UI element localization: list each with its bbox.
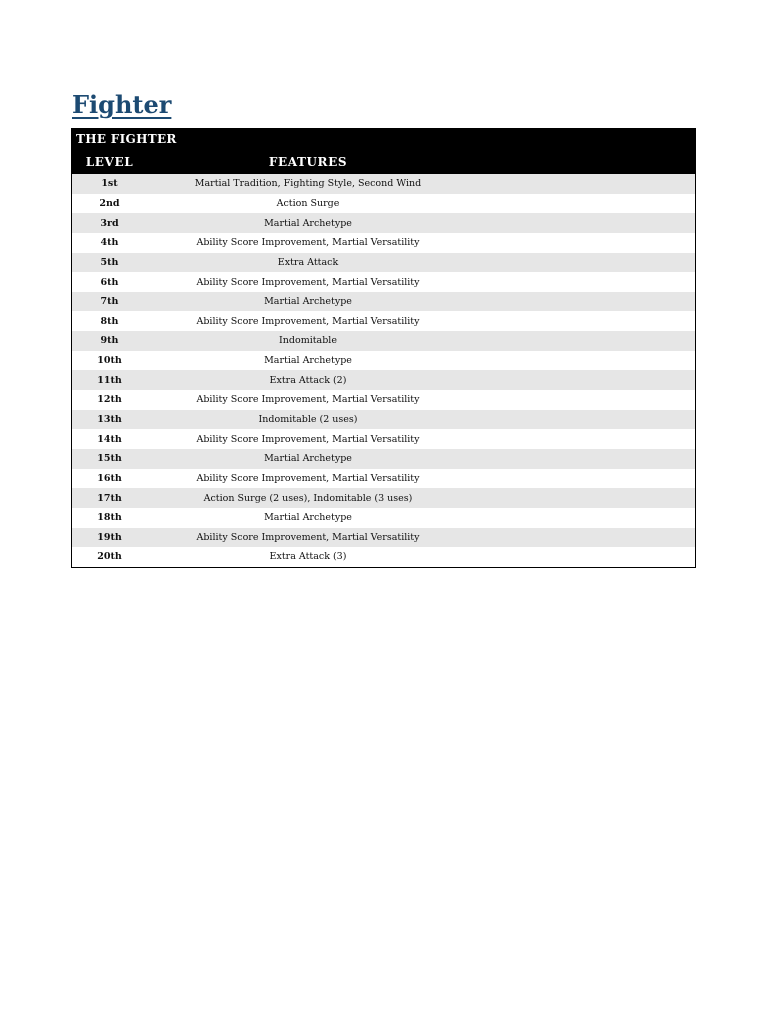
features-cell: Ability Score Improvement, Martial Versatility [196, 315, 420, 327]
table-row [72, 429, 695, 449]
features-cell: Extra Attack [277, 256, 339, 268]
level-cell: 10th [97, 355, 122, 367]
features-cell: Martial Tradition, Fighting Style, Second Wind [194, 178, 422, 190]
level-cell: 12th [97, 394, 122, 406]
level-cell: 14th [97, 433, 122, 445]
level-cell: 7th [100, 296, 119, 308]
features-cell: Ability Score Improvement, Martial Versatility [196, 472, 420, 484]
level-cell: 17th [97, 492, 122, 504]
table-body [72, 174, 695, 567]
features-cell: Indomitable [279, 335, 337, 347]
features-cell: Ability Score Improvement, Martial Versatility [196, 394, 420, 406]
level-cell: 15th [97, 453, 122, 465]
column-header-level: LEVEL [85, 155, 134, 169]
page-title: Fighter [72, 90, 172, 119]
level-cell: 6th [100, 276, 119, 288]
features-cell: Ability Score Improvement, Martial Versatility [196, 276, 420, 288]
table-row [72, 351, 695, 371]
table-row [72, 469, 695, 489]
table-row [72, 449, 695, 469]
table-row [72, 331, 695, 351]
table-row [72, 253, 695, 273]
table-caption: THE FIGHTER [76, 132, 177, 146]
features-cell: Martial Archetype [264, 512, 352, 524]
level-cell: 5th [100, 256, 119, 268]
table-row [72, 194, 695, 214]
table-row [72, 370, 695, 390]
features-cell: Extra Attack (2) [269, 374, 347, 386]
table-header [72, 129, 695, 174]
features-cell: Ability Score Improvement, Martial Versatility [196, 531, 420, 543]
features-cell: Extra Attack (3) [269, 551, 347, 563]
column-header-features: FEATURES [268, 155, 348, 169]
table-row [72, 233, 695, 253]
table-row [72, 213, 695, 233]
features-cell: Martial Archetype [264, 217, 352, 229]
level-cell: 13th [97, 414, 122, 425]
features-cell: Ability Score Improvement, Martial Versatility [196, 433, 420, 445]
level-cell: 20th [97, 551, 122, 563]
fighter-class-table [71, 128, 696, 568]
table-row [72, 174, 695, 194]
level-cell: 1st [101, 178, 118, 190]
table-row [72, 272, 695, 292]
table-row [72, 528, 695, 548]
level-cell: 18th [97, 512, 122, 524]
table-row [72, 292, 695, 312]
level-cell: 9th [100, 335, 119, 347]
level-cell: 19th [97, 531, 122, 543]
level-cell: 4th [100, 237, 119, 249]
features-cell: Action Surge [276, 197, 340, 209]
features-cell: Martial Archetype [264, 296, 352, 308]
table-row [72, 547, 695, 567]
level-cell: 3rd [100, 217, 119, 229]
level-cell: 2nd [99, 197, 120, 209]
table-row [72, 508, 695, 528]
table-row [72, 390, 695, 410]
level-cell: 16th [97, 472, 122, 484]
table-row [72, 488, 695, 508]
table-row [72, 311, 695, 331]
features-cell: Ability Score Improvement, Martial Versatility [196, 237, 420, 249]
features-cell: Martial Archetype [264, 453, 352, 465]
features-cell: Action Surge (2 uses), Indomitable (3 uses) [203, 492, 413, 504]
table-row [72, 410, 695, 430]
features-cell: Martial Archetype [264, 355, 352, 367]
level-cell: 11th [97, 374, 122, 386]
level-cell: 8th [100, 315, 119, 327]
features-cell: Indomitable (2 uses) [258, 414, 358, 425]
